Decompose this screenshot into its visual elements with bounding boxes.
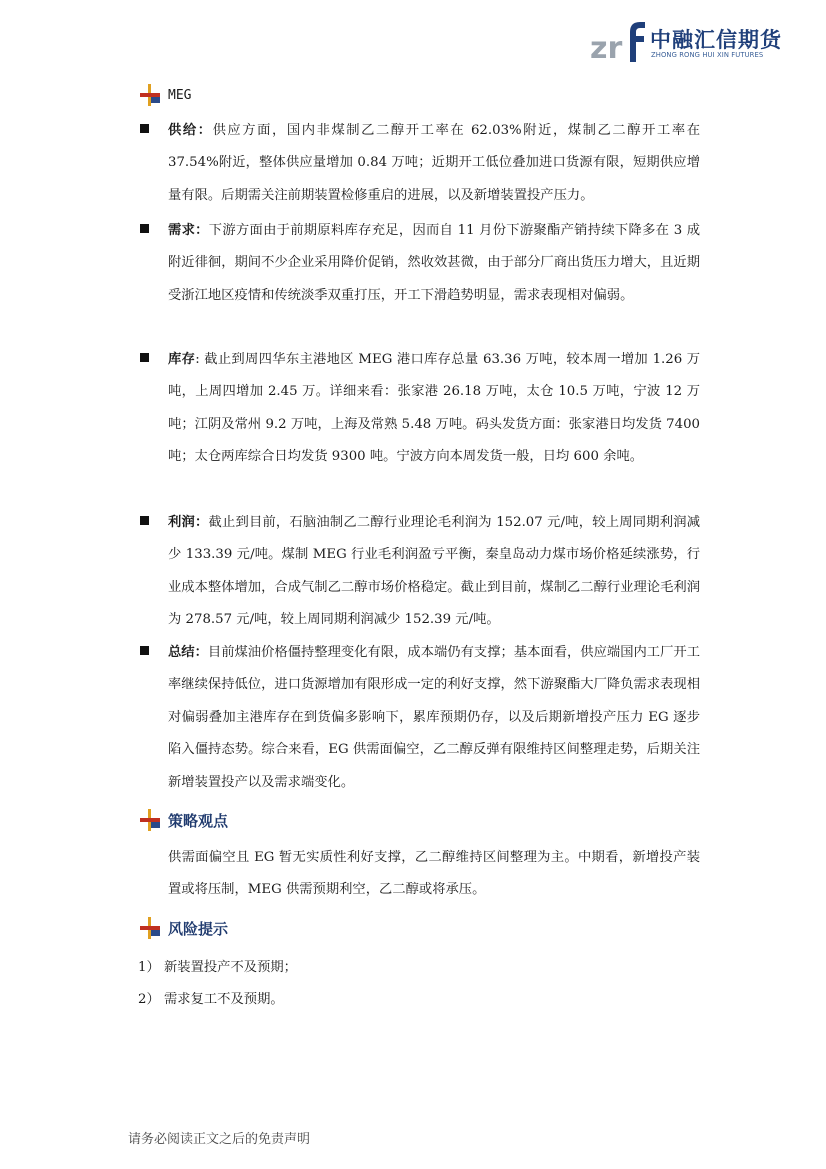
cross-bullet-icon: [140, 917, 160, 939]
risk-item-2: [138, 990, 284, 1010]
company-logo: [590, 18, 780, 64]
section-heading-meg: [140, 83, 191, 107]
square-bullet-icon: [140, 124, 149, 133]
bullet-supply: [140, 115, 700, 212]
bullet-label: 库存: [168, 352, 196, 367]
risk-number: 2）: [138, 992, 160, 1007]
svg-text:zr: zr: [590, 31, 623, 64]
risk-item-1: [138, 958, 297, 978]
square-bullet-icon: [140, 224, 149, 233]
bullet-text: 截止到目前，石脑油制乙二醇行业理论毛利润为 152.07 元/吨，较上周同期利润减少 133.39 元/吨。煤制 MEG 行业毛利润盈亏平衡，秦皇岛动力煤市场价格延续涨势，行业成本整体增加，合成气制乙二醇市场价格稳定。截止到目前，煤制乙二醇行业理论毛利润为 278.57 元/吨，较上周同期利润减少 152.39 元/吨。: [168, 515, 701, 628]
bullet-inventory: [140, 344, 700, 474]
bullet-text: 下游方面由于前期原料库存充足，因而自 11 月份下游聚酯产销持续下降多在 3 成附近徘徊，期间不少企业采用降价促销，然收效甚微，由于部分厂商出货压力增大，且近期受浙江地区疫情和传统淡季双重打压，开工下滑趋势明显，需求表现相对偏弱。: [168, 223, 701, 303]
section-heading-risk: [140, 916, 228, 940]
risk-text: 新装置投产不及预期；: [164, 960, 297, 975]
bullet-summary: [140, 637, 700, 799]
disclaimer-footer: 请务必阅读正文之后的免责声明: [128, 1132, 311, 1147]
risk-number: 1）: [138, 960, 160, 975]
square-bullet-icon: [140, 353, 149, 362]
bullet-label: 需求：: [168, 223, 209, 238]
cross-bullet-icon: [140, 84, 160, 106]
strategy-paragraph: 供需面偏空且 EG 暂无实质性利好支撑，乙二醇维持区间整理为主。中期看，新增投产装置或将压制，MEG 供需预期利空，乙二醇或将承压。: [168, 850, 700, 898]
cross-bullet-icon: [140, 809, 160, 831]
bullet-text: : 截止到周四华东主港地区 MEG 港口库存总量 63.36 万吨，较本周一增加 1.26 万吨，上周四增加 2.45 万。详细来看：张家港 26.18 万吨，太仓 10.5 万吨，宁波 12 万吨；江阴及常州 9.2 万吨，上海及常熟 5.48 万吨。码头发货方面：张家港日均发货 7400 吨；太仓两库综合日均发货 9300 吨。宁波方向本周发货一般，日均 600 余吨。: [168, 352, 701, 465]
bullet-text: 供应方面，国内非煤制乙二醇开工率在 62.03%附近，煤制乙二醇开工率在 37.54%附近，整体供应量增加 0.84 万吨；近期开工低位叠加进口货源有限，短期供应增量有限。后期需关注前期装置检修重启的进展，以及新增装置投产压力。: [168, 123, 700, 203]
logo-chinese-name: 中融汇信期货: [650, 28, 782, 52]
section-title-strategy: 策略观点: [168, 811, 229, 830]
section-title-meg: MEG: [168, 87, 192, 103]
bullet-label: 供给：: [168, 123, 213, 138]
bullet-text: 目前煤油价格僵持整理变化有限，成本端仍有支撑；基本面看，供应端国内工厂开工率继续保持低位，进口货源增加有限形成一定的利好支撑，然下游聚酯大厂降负需求表现相对偏弱叠加主港库存在到货偏多影响下，累库预期仍存，以及后期新增投产压力 EG 逐步陷入僵持态势。综合来看，EG 供需面偏空，乙二醇反弹有限维持区间整理走势，后期关注新增装置投产以及需求端变化。: [168, 645, 701, 790]
section-heading-strategy: [140, 808, 228, 832]
section-title-risk: 风险提示: [168, 919, 229, 938]
bullet-demand: [140, 215, 700, 312]
square-bullet-icon: [140, 516, 149, 525]
square-bullet-icon: [140, 646, 149, 655]
logo-english-name: ZHONG RONG HUI XIN FUTURES: [651, 51, 764, 59]
bullet-label: 总结：: [168, 645, 208, 660]
risk-text: 需求复工不及预期。: [164, 992, 284, 1007]
bullet-profit: [140, 507, 700, 637]
bullet-label: 利润：: [168, 515, 209, 530]
zrf-logo-mark-icon: [590, 18, 646, 64]
